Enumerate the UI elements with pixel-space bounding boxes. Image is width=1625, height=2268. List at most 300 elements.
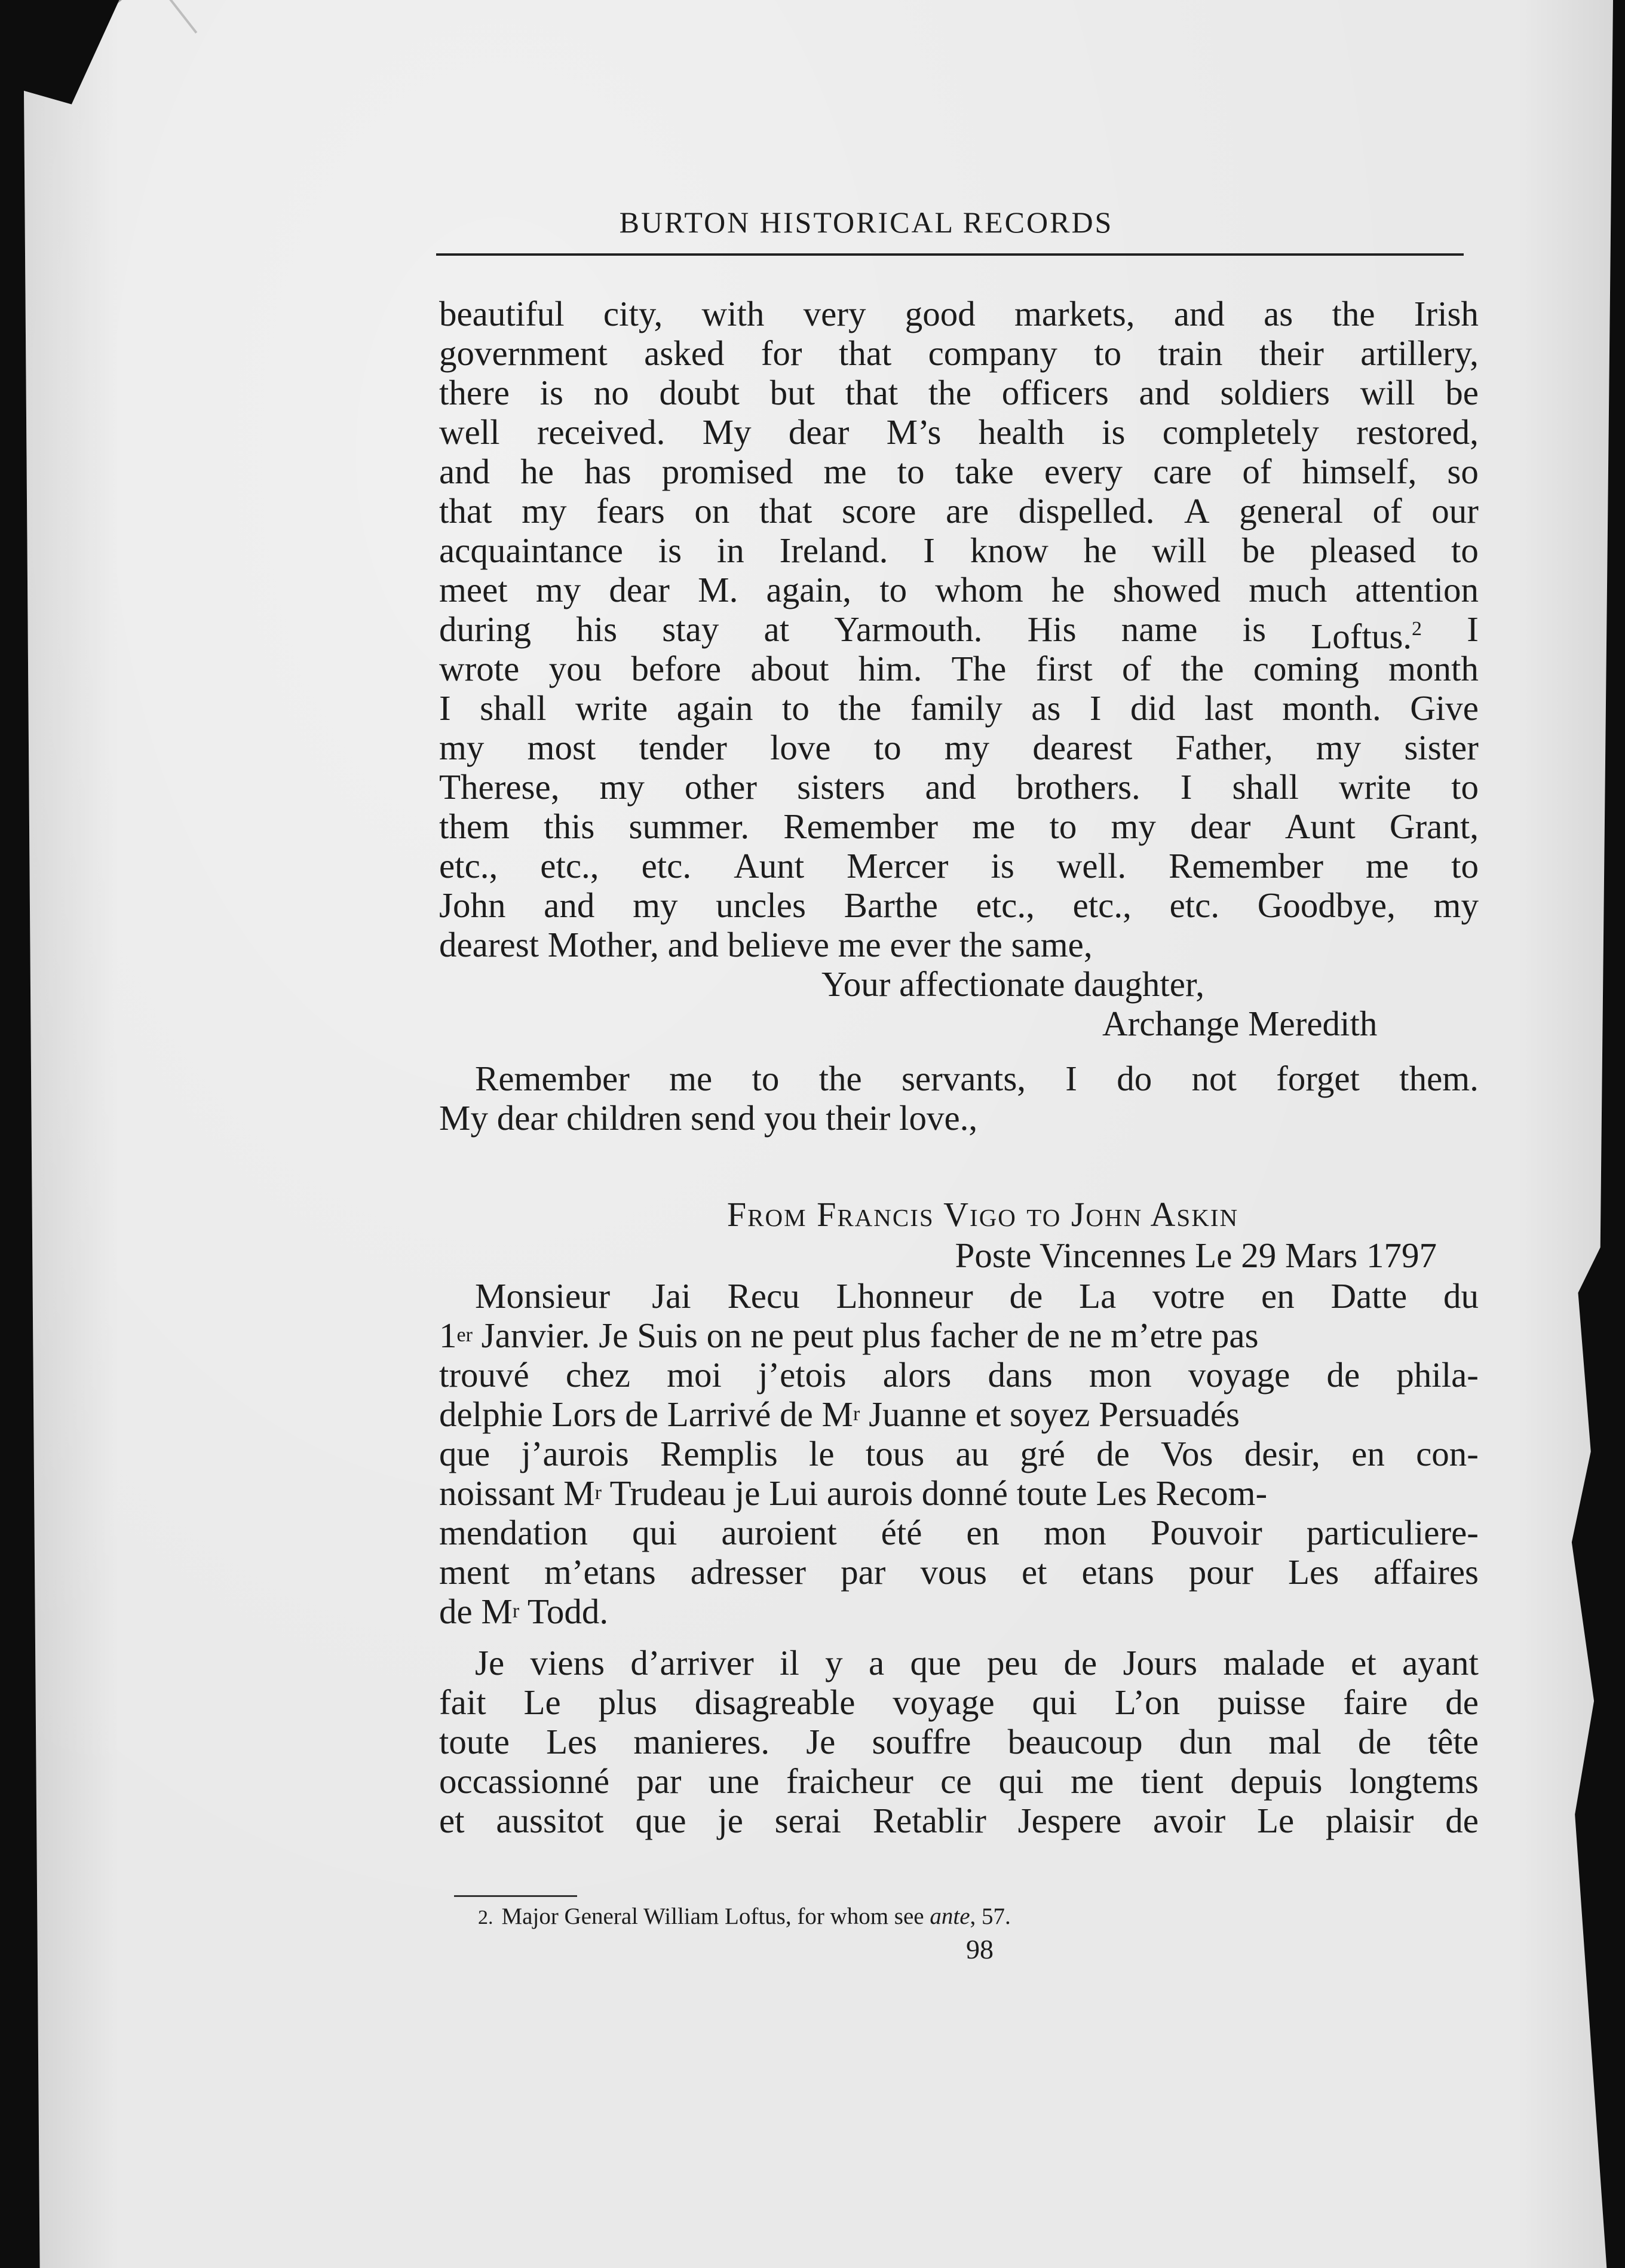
word: pour: [1188, 1552, 1253, 1592]
letter-line: [439, 767, 1479, 807]
footnote-rule: [454, 1895, 577, 1897]
word: Aunt: [734, 846, 805, 885]
word: that: [759, 491, 812, 531]
word: de: [1063, 1643, 1097, 1682]
word: and: [544, 885, 595, 925]
word: family: [910, 688, 1002, 728]
french-text: Janvier. Je Suis on ne peut plus facher de ne m’etre pas: [472, 1316, 1259, 1355]
french-line: [439, 1394, 1479, 1434]
letter-line: [439, 373, 1479, 412]
word: auroient: [721, 1513, 837, 1552]
word: their: [1259, 333, 1324, 373]
word: company: [928, 333, 1057, 373]
word: tous: [865, 1434, 925, 1473]
word: of: [1242, 452, 1272, 491]
word: that: [439, 491, 492, 531]
word: Je: [806, 1722, 836, 1761]
french-line: [439, 1682, 1479, 1722]
word: adresser: [690, 1552, 807, 1592]
word: servants,: [901, 1059, 1026, 1098]
word: last: [1204, 688, 1253, 728]
word: depuis: [1230, 1761, 1323, 1801]
word: que: [910, 1643, 961, 1682]
footnote-number: 2.: [478, 1907, 493, 1929]
word: ce: [940, 1761, 972, 1801]
word: dear: [609, 570, 670, 609]
word: other: [684, 767, 758, 807]
word: A: [1184, 491, 1210, 531]
french-line: [439, 1643, 1479, 1682]
word: to: [873, 728, 902, 767]
footnote-text: Major General William Loftus, for whom see: [501, 1904, 930, 1929]
word: them.: [1399, 1059, 1479, 1098]
word: of: [1372, 491, 1402, 531]
word: there: [439, 373, 510, 412]
word: Pouvoir: [1150, 1513, 1262, 1552]
word: Le: [523, 1682, 561, 1722]
word: to: [781, 688, 810, 728]
word: en: [1351, 1434, 1385, 1473]
word: wrote: [439, 649, 520, 688]
word: to: [1451, 846, 1479, 885]
word: whom: [935, 570, 1023, 609]
word: to: [879, 570, 907, 609]
word: well: [439, 412, 500, 452]
word: etc.: [641, 846, 692, 885]
word: will: [1360, 373, 1415, 412]
word: Le: [1256, 1801, 1295, 1840]
word: before: [631, 649, 722, 688]
word: markets,: [1014, 294, 1135, 333]
word: me: [669, 1059, 713, 1098]
dateline: Poste Vincennes Le 29 Mars 1797: [955, 1236, 1437, 1275]
page-number: 98: [966, 1934, 994, 1964]
word: dans: [988, 1355, 1053, 1394]
letter-line: [439, 885, 1479, 925]
word: me: [823, 452, 867, 491]
word: the: [928, 373, 971, 412]
letter-line: [439, 294, 1479, 333]
word: general: [1239, 491, 1343, 531]
french-line: [439, 1801, 1479, 1840]
word: avoir: [1153, 1801, 1226, 1840]
word: know: [970, 531, 1048, 570]
word: and: [1139, 373, 1190, 412]
word: malade: [1223, 1643, 1325, 1682]
word: sisters: [797, 767, 885, 807]
word: aussitot: [496, 1801, 604, 1840]
word: moi: [667, 1355, 722, 1394]
word: et: [439, 1801, 465, 1840]
salutation: Monsieur: [475, 1276, 611, 1316]
word: dispelled.: [1018, 491, 1155, 531]
word: il: [780, 1643, 799, 1682]
word: Remember: [783, 807, 939, 846]
word: I: [439, 688, 451, 728]
french-line: [439, 1513, 1479, 1552]
word: I: [1180, 767, 1192, 807]
word: phila-: [1396, 1355, 1479, 1394]
french-line: [439, 1761, 1479, 1801]
word: the: [838, 688, 882, 728]
word: Barthe: [844, 885, 938, 925]
word: write: [575, 688, 648, 728]
word: Remember: [475, 1059, 630, 1098]
word: he: [1083, 531, 1117, 570]
word: affaires: [1373, 1552, 1479, 1592]
footnote-italic: ante: [930, 1904, 970, 1929]
french-line-text: Jai Recu Lhonneur de La votre en Datte du: [652, 1276, 1479, 1316]
word: tender: [639, 728, 727, 767]
word: Jespere: [1017, 1801, 1122, 1840]
folded-corner: [79, 0, 197, 89]
word: are: [946, 491, 989, 531]
word: voyage: [1188, 1355, 1290, 1394]
word: to: [1094, 333, 1122, 373]
word: etc.,: [439, 846, 498, 885]
word: de: [1096, 1434, 1130, 1473]
word: alors: [882, 1355, 952, 1394]
word: puisse: [1217, 1682, 1306, 1722]
word: shall: [1232, 767, 1299, 807]
letter-line: [439, 412, 1479, 452]
word: Yarmouth.: [834, 609, 983, 649]
word: My: [702, 412, 752, 452]
word: coming: [1253, 649, 1359, 688]
word: he: [1051, 570, 1085, 609]
letter-line: [439, 491, 1479, 531]
word: officers: [1001, 373, 1109, 412]
word: M.: [698, 570, 738, 609]
superscript: r: [512, 1600, 520, 1622]
word: de: [1326, 1355, 1360, 1394]
word: de: [1357, 1722, 1391, 1761]
word: j’aurois: [521, 1434, 629, 1473]
word: viens: [530, 1643, 605, 1682]
word: government: [439, 333, 608, 373]
word: and: [439, 452, 490, 491]
word: is: [1102, 412, 1126, 452]
word: every: [1044, 452, 1123, 491]
page-header: [436, 204, 1464, 264]
word: I: [1089, 688, 1102, 728]
letter-paragraph: [439, 294, 1479, 964]
word: que: [439, 1434, 490, 1473]
word: as: [1264, 294, 1293, 333]
word: fears: [596, 491, 665, 531]
word: John: [439, 885, 506, 925]
word: promised: [661, 452, 793, 491]
footnote: [478, 1901, 1011, 1933]
header-rule: [436, 253, 1464, 256]
word: peu: [987, 1643, 1038, 1682]
word: be: [1241, 531, 1276, 570]
word: my: [535, 570, 581, 609]
word: Irish: [1414, 294, 1479, 333]
word: on: [694, 491, 730, 531]
word: le: [808, 1434, 835, 1473]
word: love: [770, 728, 831, 767]
word: vous: [920, 1552, 987, 1592]
word: is: [991, 846, 1014, 885]
word: Vos: [1161, 1434, 1213, 1473]
word: very: [803, 294, 866, 333]
word: Grant,: [1389, 807, 1479, 846]
word: will: [1152, 531, 1207, 570]
word: j’etois: [758, 1355, 847, 1394]
word: again,: [766, 570, 852, 609]
word: Give: [1410, 688, 1479, 728]
word: forget: [1276, 1059, 1360, 1098]
word: Loftus.$^2$: [1311, 617, 1422, 656]
word: my: [439, 728, 485, 767]
word: name: [1121, 609, 1198, 649]
word: Les: [546, 1722, 597, 1761]
word: month.: [1282, 688, 1381, 728]
word: I: [923, 531, 935, 570]
word: serai: [774, 1801, 842, 1840]
word: qui: [1032, 1682, 1077, 1722]
word: and: [925, 767, 976, 807]
word: care: [1153, 452, 1212, 491]
word: me: [1365, 846, 1409, 885]
word: fraicheur: [786, 1761, 913, 1801]
letter-line: [439, 570, 1479, 609]
word: stay: [662, 609, 719, 649]
word: most: [527, 728, 596, 767]
word: is: [539, 373, 563, 412]
word: en: [966, 1513, 1000, 1552]
word: no: [593, 373, 629, 412]
letter-line: [439, 688, 1479, 728]
french-text: Trudeau je Lui aurois donné toute Les Recom-: [601, 1473, 1268, 1513]
word: my: [1316, 728, 1362, 767]
word: Les: [1287, 1552, 1339, 1592]
footnote-ref: 2: [1412, 618, 1422, 640]
word: mal: [1268, 1722, 1322, 1761]
letter-line: [439, 609, 1479, 656]
word: my: [1111, 807, 1156, 846]
word: doubt: [659, 373, 740, 412]
word: I: [1065, 1059, 1077, 1098]
word: to: [1451, 531, 1479, 570]
french-text: delphie Lors de Larrivé de M: [439, 1394, 853, 1434]
word: Aunt: [1284, 807, 1356, 846]
word: received.: [536, 412, 666, 452]
letter-line: dearest Mother, and believe me ever the same,: [439, 925, 1093, 964]
word: himself,: [1302, 452, 1417, 491]
word: toute: [439, 1722, 510, 1761]
word: asked: [644, 333, 725, 373]
superscript: er: [456, 1324, 473, 1346]
word: et: [1351, 1643, 1376, 1682]
word: to: [1451, 767, 1479, 807]
word: plus: [598, 1682, 657, 1722]
word: you: [548, 649, 602, 688]
word: soldiers: [1220, 373, 1330, 412]
word: au: [955, 1434, 989, 1473]
word: is: [1242, 609, 1267, 649]
word: tête: [1427, 1722, 1479, 1761]
word: meet: [439, 570, 508, 609]
word: mendation: [439, 1513, 588, 1552]
word: L’on: [1114, 1682, 1181, 1722]
word: that: [845, 373, 899, 412]
word: Therese,: [439, 767, 560, 807]
french-line: [439, 1552, 1479, 1592]
word: me: [972, 807, 1016, 846]
running-head: BURTON HISTORICAL RECORDS: [619, 206, 1114, 239]
word: his: [576, 609, 618, 649]
word: in: [716, 531, 744, 570]
word: etans: [1081, 1552, 1154, 1592]
word: for: [761, 333, 802, 373]
superscript: r: [594, 1482, 602, 1504]
word: to: [1049, 807, 1077, 846]
word: a: [869, 1643, 885, 1682]
letter-line: [439, 649, 1479, 688]
word: une: [708, 1761, 759, 1801]
word: and: [1173, 294, 1225, 333]
word: at: [764, 609, 790, 649]
word: he: [520, 452, 554, 491]
word: him.: [858, 649, 922, 688]
letter-line: [439, 452, 1479, 491]
word: m’etans: [544, 1552, 656, 1592]
word: do: [1117, 1059, 1152, 1098]
word: well.: [1056, 846, 1127, 885]
word: été: [881, 1513, 922, 1552]
word: ayant: [1402, 1643, 1479, 1682]
letter-line: [439, 807, 1479, 846]
letter-line: [439, 333, 1479, 373]
word: my: [599, 767, 645, 807]
word: qui: [632, 1513, 677, 1552]
word: of: [1122, 649, 1152, 688]
word: Je: [475, 1643, 505, 1682]
section-heading: From Francis Vigo to John Askin: [726, 1195, 1239, 1234]
word: d’arriver: [630, 1643, 754, 1682]
word: not: [1191, 1059, 1237, 1098]
word: occassionné: [439, 1761, 610, 1801]
word: has: [584, 452, 631, 491]
word: gré: [1020, 1434, 1065, 1473]
word: par: [636, 1761, 682, 1801]
word: me: [1071, 1761, 1114, 1801]
word: beaucoup: [1007, 1722, 1143, 1761]
word: tient: [1140, 1761, 1204, 1801]
spacer: [439, 1043, 1479, 1059]
spacer: [439, 1631, 1479, 1643]
word: disagreable: [694, 1682, 856, 1722]
word: voyage: [893, 1682, 995, 1722]
word: the: [1332, 294, 1375, 333]
french-line: [439, 1276, 1479, 1316]
word: the: [1181, 649, 1224, 688]
word: etc.,: [976, 885, 1035, 925]
word: de: [1445, 1801, 1479, 1840]
superscript: r: [853, 1403, 860, 1425]
french-text: Juanne et soyez Persuadés: [860, 1394, 1240, 1434]
french-text: Todd.: [519, 1592, 609, 1631]
letter-line: [439, 728, 1479, 767]
word: take: [955, 452, 1014, 491]
word: The: [951, 649, 1007, 688]
word: be: [1445, 373, 1479, 412]
word: Ireland.: [779, 531, 888, 570]
word: score: [841, 491, 916, 531]
word: etc.: [1169, 885, 1220, 925]
word: Remplis: [660, 1434, 778, 1473]
word: longtems: [1349, 1761, 1479, 1801]
word: de: [1445, 1682, 1479, 1722]
word: so: [1447, 452, 1479, 491]
word: ment: [439, 1552, 510, 1592]
word: brothers.: [1016, 767, 1140, 807]
french-paragraph: [439, 1643, 1479, 1840]
word: mon: [1044, 1513, 1106, 1552]
word: con-: [1416, 1434, 1479, 1473]
word: fait: [439, 1682, 486, 1722]
word: my: [1433, 885, 1479, 925]
page-body: [439, 294, 1479, 1840]
word: particuliere-: [1306, 1513, 1479, 1552]
word: desir,: [1244, 1434, 1320, 1473]
word: about: [750, 649, 829, 688]
word: train: [1158, 333, 1223, 373]
word: artillery,: [1360, 333, 1479, 373]
word: His: [1027, 609, 1077, 649]
word: je: [718, 1801, 743, 1840]
french-line: [439, 1473, 1479, 1513]
word: M’s: [886, 412, 942, 452]
postscript-line: [439, 1059, 1479, 1098]
word: health: [978, 412, 1065, 452]
letter-line: [439, 531, 1479, 570]
word: dear: [1190, 807, 1251, 846]
word: faire: [1343, 1682, 1408, 1722]
word: etc.,: [540, 846, 599, 885]
word: trouvé: [439, 1355, 529, 1394]
word: pleased: [1310, 531, 1416, 570]
word: as: [1031, 688, 1061, 728]
word: them: [439, 807, 510, 846]
word: et: [1021, 1552, 1047, 1592]
word: city,: [603, 294, 663, 333]
word: summer.: [628, 807, 750, 846]
word: first: [1035, 649, 1093, 688]
word: this: [544, 807, 595, 846]
word: to: [752, 1059, 780, 1098]
word: dun: [1179, 1722, 1232, 1761]
french-text: 1: [439, 1316, 457, 1355]
word: attention: [1355, 570, 1479, 609]
word: my: [522, 491, 567, 531]
word: souffre: [872, 1722, 971, 1761]
word: qui: [998, 1761, 1044, 1801]
postscript-line: My dear children send you their love.,: [439, 1098, 978, 1138]
word: etc.,: [1072, 885, 1132, 925]
word: is: [658, 531, 682, 570]
closing-line: Your affectionate daughter,: [821, 964, 1204, 1004]
french-line: [439, 1592, 1479, 1631]
word: month: [1388, 649, 1479, 688]
word: plaisir: [1325, 1801, 1414, 1840]
word: beautiful: [439, 294, 565, 333]
word: Father,: [1175, 728, 1273, 767]
word: but: [769, 373, 815, 412]
word: y: [825, 1643, 843, 1682]
